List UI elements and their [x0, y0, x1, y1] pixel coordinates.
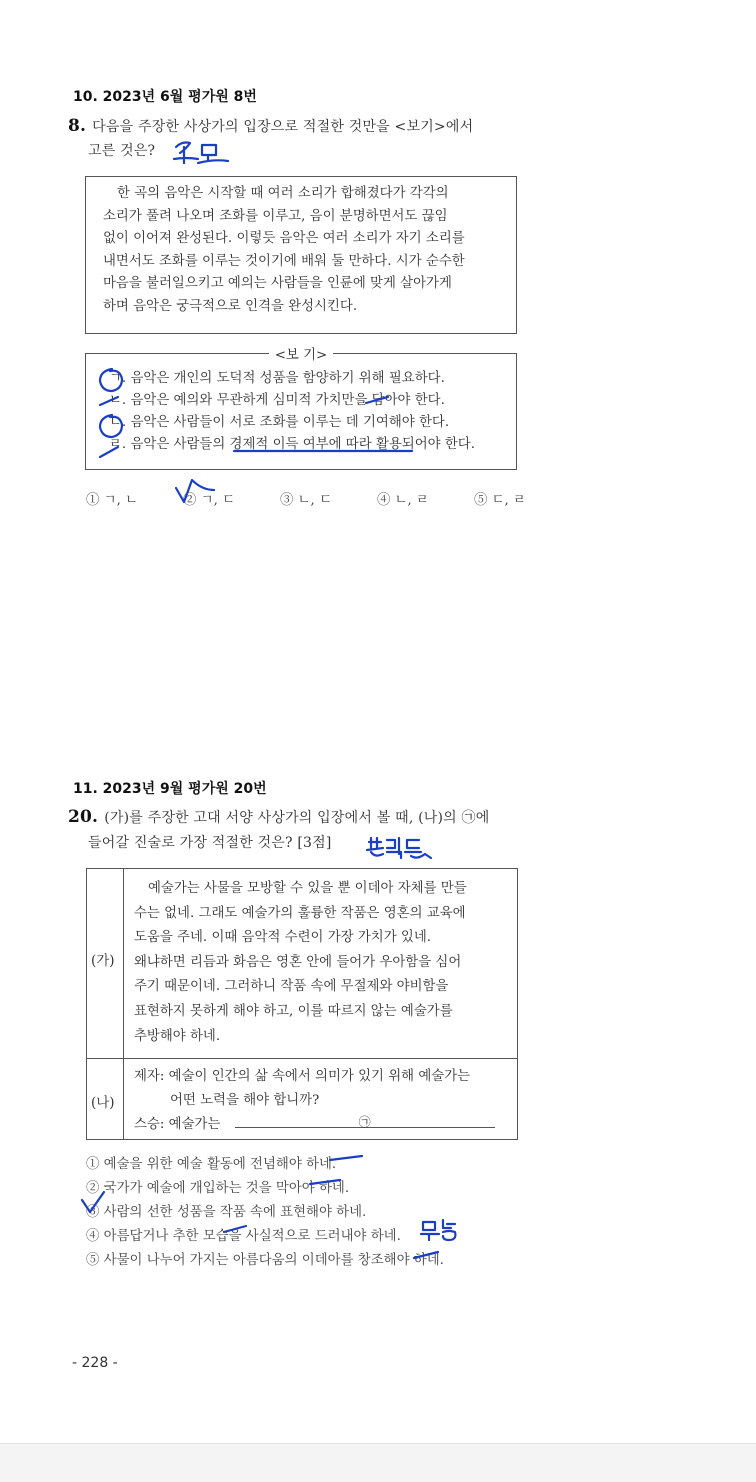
ga-line: 표현하지 못하게 해야 하고, 이를 따르지 않는 예술가를	[134, 1003, 453, 1019]
choice-ink-marks	[78, 1150, 538, 1270]
passage-line: 한 곡의 음악은 시작할 때 여러 소리가 합해졌다가 각각의	[117, 186, 449, 201]
passage-line: 마음을 불러일으키고 예의는 사람들을 인륜에 맞게 살아가게	[103, 276, 452, 292]
handwritten-answer-confucian	[172, 137, 234, 171]
page-number: - 228 -	[72, 1355, 118, 1371]
na-line3	[134, 1113, 495, 1137]
slash-mark-icon	[100, 397, 118, 405]
ga-line: 도움을 주네. 이때 음악적 수련이 가장 가치가 있네.	[134, 930, 432, 946]
section1-heading: 10. 2023년 6월 평가원 8번	[73, 89, 257, 105]
answer-blank	[235, 1113, 495, 1128]
strike-mark-icon	[414, 1252, 438, 1258]
strike-mark-icon	[224, 1226, 246, 1232]
question-20-line1	[68, 807, 489, 827]
passage-line: 내면서도 조화를 이루는 것이기에 배워 둘 만하다. 시가 순수한	[103, 253, 465, 269]
checkmark-icon	[82, 1192, 104, 1212]
blank-mark: ㉠	[358, 1115, 371, 1129]
choice-1[interactable]: ① 예술을 위한 예술 활동에 전념해야 하네.	[86, 1157, 337, 1172]
strike-mark-icon	[310, 1180, 340, 1184]
slash-mark-icon	[100, 447, 118, 457]
ga-line: 수는 없네. 그래도 예술가의 훌륭한 작품은 영혼의 교육에	[134, 905, 466, 921]
question-text-line2: 들어갈 진술로 가장 적절한 것은? [3점]	[88, 835, 332, 851]
na-line1: 제자: 예술이 인간의 삶 속에서 의미가 있기 위해 예술가는	[134, 1069, 471, 1084]
ga-label: (가)	[91, 953, 115, 969]
circle-mark-icon	[100, 415, 122, 437]
passage-line: 소리가 풀려 나오며 조화를 이루고, 음이 분명하면서도 끊임	[103, 208, 448, 224]
choice-3[interactable]: ③ ㄴ, ㄷ	[279, 493, 332, 508]
question-number: 8.	[68, 116, 87, 136]
question-text-line2: 고른 것은?	[88, 143, 156, 159]
choice-5[interactable]: ⑤ 사물이 나누어 가지는 아름다움의 이데아를 창조해야 하네.	[86, 1253, 444, 1268]
ga-line: 왜냐하면 리듬과 화음은 영혼 안에 들어가 우아함을 심어	[134, 954, 462, 970]
choice-2[interactable]: ② ㄱ, ㄷ	[182, 493, 236, 508]
question-number: 20.	[68, 807, 99, 827]
handwritten-note-mimesis	[419, 1216, 461, 1244]
passage-box	[85, 176, 517, 334]
bogi-item-a: ㄱ. 음악은 개인의 도덕적 성품을 함양하기 위해 필요하다.	[109, 371, 445, 386]
strike-mark-icon	[366, 397, 388, 403]
na-label: (나)	[91, 1095, 115, 1111]
passage-line: 하며 음악은 궁극적으로 인격을 완성시킨다.	[103, 298, 358, 314]
viewer-bottom-bar	[0, 1443, 756, 1482]
bogi-item-d: ㄹ. 음악은 사람들의 경제적 이득 여부에 따라 활용되어야 한다.	[109, 437, 475, 452]
choice-4[interactable]: ④ 아름답거나 추한 모습을 사실적으로 드러내야 하네.	[86, 1229, 401, 1244]
choice-4[interactable]: ④ ㄴ, ㄹ	[376, 493, 429, 508]
bogi-item-c: ㄷ. 음악은 사람들이 서로 조화를 이루는 데 기여해야 한다.	[109, 415, 450, 430]
na-line3-text: 스승: 예술가는	[134, 1117, 221, 1132]
choices-row	[86, 489, 526, 508]
choice-3[interactable]: ③ 사람의 선한 성품을 작품 속에 표현해야 하네.	[86, 1205, 367, 1220]
handwritten-answer-plato	[365, 834, 435, 862]
bogi-ink-marks	[96, 365, 526, 465]
passage-table	[86, 868, 518, 1140]
question-text-line1: 다음을 주장한 사상가의 입장으로 적절한 것만을 <보기>에서	[92, 119, 474, 135]
ga-line: 주기 때문이네. 그러하니 작품 속에 무절제와 야비함을	[134, 979, 449, 995]
na-line2: 어떤 노력을 해야 합니까?	[170, 1093, 320, 1108]
section2-heading: 11. 2023년 9월 평가원 20번	[73, 781, 267, 797]
ga-line: 추방해야 하네.	[134, 1028, 221, 1044]
question-8-line1	[68, 116, 473, 136]
choice-1[interactable]: ① ㄱ, ㄴ	[86, 493, 139, 508]
choice-2[interactable]: ② 국가가 예술에 개입하는 것을 막아야 하네.	[86, 1181, 350, 1196]
ga-line: 예술가는 사물을 모방할 수 있을 뿐 이데아 자체를 만들	[148, 881, 467, 896]
checkmark-icon	[170, 474, 220, 506]
bogi-title: <보 기>	[269, 348, 334, 363]
question-text-line1: (가)를 주장한 고대 서양 사상가의 입장에서 볼 때, (나)의 ㉠에	[104, 810, 490, 826]
bogi-item-b: ㄴ. 음악은 예의와 무관하게 심미적 가치만을 담아야 한다.	[109, 393, 445, 408]
strike-mark-icon	[330, 1156, 362, 1160]
choice-5[interactable]: ⑤ ㄷ, ㄹ	[473, 493, 526, 508]
circle-mark-icon	[100, 369, 122, 391]
passage-line: 없이 이어져 완성된다. 이렇듯 음악은 여러 소리가 자기 소리를	[103, 231, 465, 247]
